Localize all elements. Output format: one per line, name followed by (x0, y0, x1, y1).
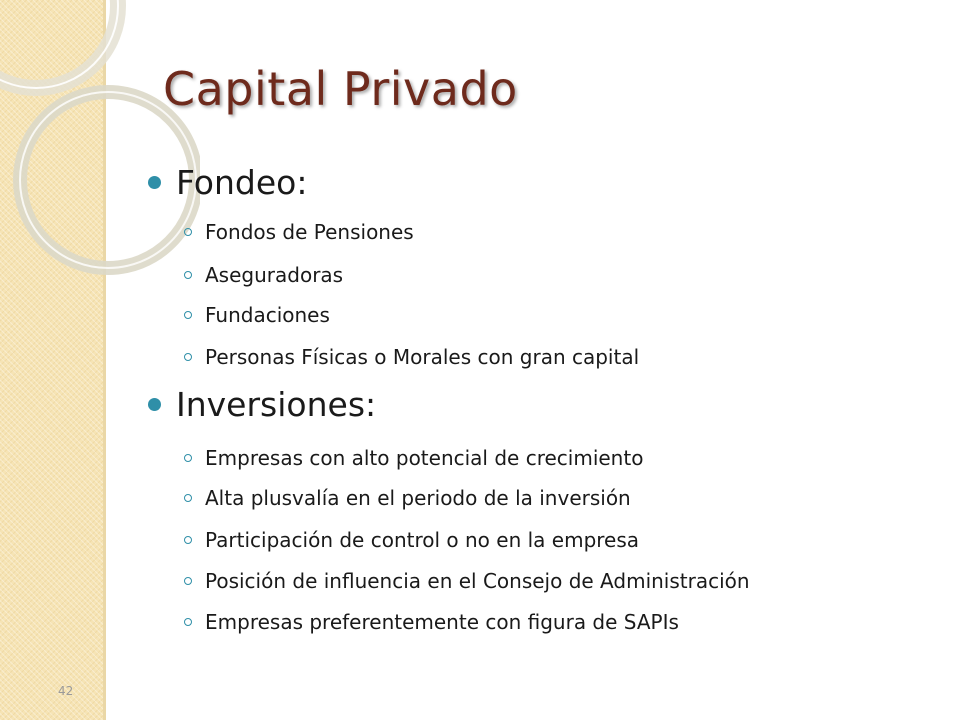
list-item (184, 486, 631, 510)
list-item-text: Alta plusvalía en el periodo de la inversión (205, 486, 631, 510)
list-item-text: Aseguradoras (205, 263, 344, 287)
bullet-ring-icon (184, 536, 192, 544)
section-heading-text: Inversiones: (176, 385, 377, 424)
bullet-ring-icon (184, 494, 192, 502)
bullet-ring-icon (184, 618, 192, 626)
list-item-text: Personas Físicas o Morales con gran capital (205, 345, 640, 369)
list-item (184, 446, 643, 470)
bullet-ring-icon (184, 577, 192, 585)
bullet-ring-icon (184, 228, 192, 236)
list-item (184, 345, 639, 369)
bullet-ring-icon (184, 454, 192, 462)
list-item (184, 220, 414, 244)
bullet-ring-icon (184, 353, 192, 361)
list-item-text: Posición de influencia en el Consejo de Administración (205, 569, 750, 593)
slide-number: 42 (58, 684, 74, 698)
list-item (184, 569, 750, 593)
list-item-text: Fondos de Pensiones (205, 220, 414, 244)
section-heading-fondeo (148, 163, 307, 202)
bullet-ring-icon (184, 271, 192, 279)
list-item (184, 303, 330, 327)
bullet-dot-icon (148, 398, 161, 411)
bullet-dot-icon (148, 176, 161, 189)
list-item (184, 610, 679, 634)
list-item-text: Empresas preferentemente con figura de SAPIs (205, 610, 679, 634)
list-item-text: Empresas con alto potencial de crecimiento (205, 446, 644, 470)
list-item (184, 263, 343, 287)
list-item-text: Participación de control o no en la empresa (205, 528, 640, 552)
bullet-ring-icon (184, 311, 192, 319)
section-heading-text: Fondeo: (176, 163, 308, 202)
list-item-text: Fundaciones (205, 303, 330, 327)
decorative-rings (0, 0, 200, 320)
section-heading-inversiones (148, 385, 376, 424)
list-item (184, 528, 639, 552)
slide-title: Capital Privado (163, 62, 518, 116)
